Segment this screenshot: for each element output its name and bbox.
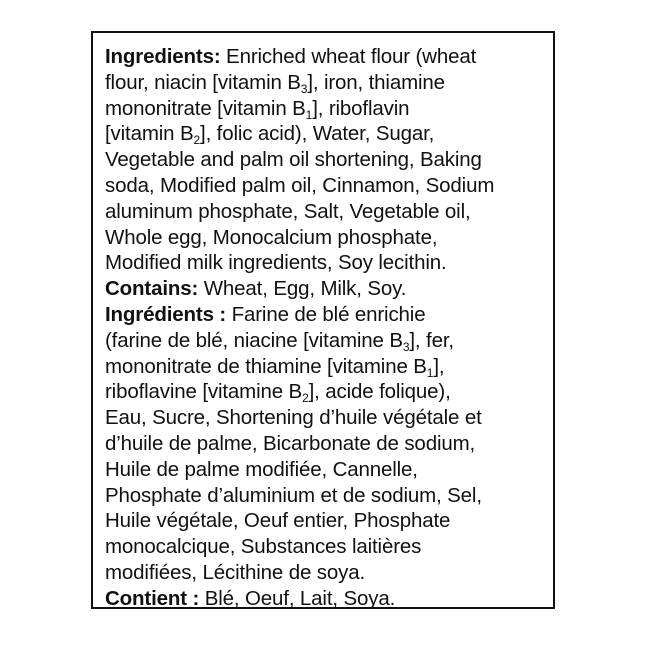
ingredients-line: Huile de palme modifiée, Cannelle, bbox=[105, 457, 418, 481]
ingredients-line: Vegetable and palm oil shortening, Baking bbox=[105, 148, 482, 172]
subscript: 1 bbox=[426, 365, 434, 380]
french-ingredients-section bbox=[105, 302, 545, 612]
english-ingredients-section bbox=[105, 44, 545, 302]
ingredients-line: soda, Modified palm oil, Cinnamon, Sodium bbox=[105, 173, 495, 197]
ingredients-heading: Ingrédients : bbox=[105, 303, 227, 326]
ingredients-text: ], fer, bbox=[409, 328, 454, 352]
ingredients-text: Enriched wheat flour (wheat bbox=[220, 45, 477, 68]
ingredients-text: ], acide folique), bbox=[308, 380, 451, 404]
contains-heading: Contains: bbox=[105, 277, 199, 301]
ingredients-label-panel bbox=[91, 31, 555, 609]
subscript: 3 bbox=[300, 81, 308, 96]
subscript: 1 bbox=[305, 107, 313, 122]
ingredients-text: Farine de blé enrichie bbox=[226, 303, 426, 326]
ingredients-line bbox=[105, 328, 545, 354]
ingredients-text: [vitamin B bbox=[105, 122, 194, 146]
ingredients-line bbox=[105, 354, 545, 380]
contains-heading: Contient : bbox=[105, 586, 200, 610]
ingredients-line: Eau, Sucre, Shortening d’huile végétale et bbox=[105, 406, 482, 430]
ingredients-text: ], iron, thiamine bbox=[307, 70, 445, 94]
ingredients-line: Whole egg, Monocalcium phosphate, bbox=[105, 225, 438, 249]
ingredients-line: monocalcique, Substances laitières bbox=[105, 535, 422, 559]
ingredients-text: ], bbox=[433, 354, 445, 378]
ingredients-text: (farine de blé, niacine [vitamine B bbox=[105, 328, 403, 352]
ingredients-line bbox=[105, 302, 545, 328]
ingredients-text: flour, niacin [vitamin B bbox=[105, 70, 301, 94]
subscript: 3 bbox=[402, 339, 410, 354]
contains-line bbox=[105, 276, 545, 302]
ingredients-text: ], folic acid), Water, Sugar, bbox=[200, 122, 435, 146]
ingredients-line: Modified milk ingredients, Soy lecithin. bbox=[105, 251, 447, 275]
ingredients-text: mononitrate [vitamin B bbox=[105, 96, 306, 120]
ingredients-text: ], riboflavin bbox=[312, 96, 410, 120]
ingredients-line: d’huile de palme, Bicarbonate de sodium, bbox=[105, 431, 476, 455]
contains-text: Wheat, Egg, Milk, Soy. bbox=[198, 277, 407, 301]
ingredients-line: modifiées, Lécithine de soya. bbox=[105, 560, 366, 584]
ingredients-line: aluminum phosphate, Salt, Vegetable oil, bbox=[105, 199, 471, 223]
ingredients-line bbox=[105, 70, 545, 96]
ingredients-line bbox=[105, 96, 545, 122]
ingredients-line bbox=[105, 121, 545, 147]
subscript: 2 bbox=[302, 391, 309, 406]
contains-text: Blé, Oeuf, Lait, Soya. bbox=[199, 586, 396, 610]
ingredients-line: Phosphate d’aluminium et de sodium, Sel, bbox=[105, 483, 482, 507]
ingredients-line bbox=[105, 379, 545, 405]
subscript: 2 bbox=[193, 133, 201, 148]
ingredients-line bbox=[105, 44, 545, 70]
ingredients-text: mononitrate de thiamine [vitamine B bbox=[105, 354, 427, 378]
ingredients-text: riboflavine [vitamine B bbox=[105, 380, 303, 404]
ingredients-line: Huile végétale, Oeuf entier, Phosphate bbox=[105, 509, 451, 533]
ingredients-heading: Ingredients: bbox=[105, 45, 221, 68]
contains-line bbox=[105, 586, 545, 612]
